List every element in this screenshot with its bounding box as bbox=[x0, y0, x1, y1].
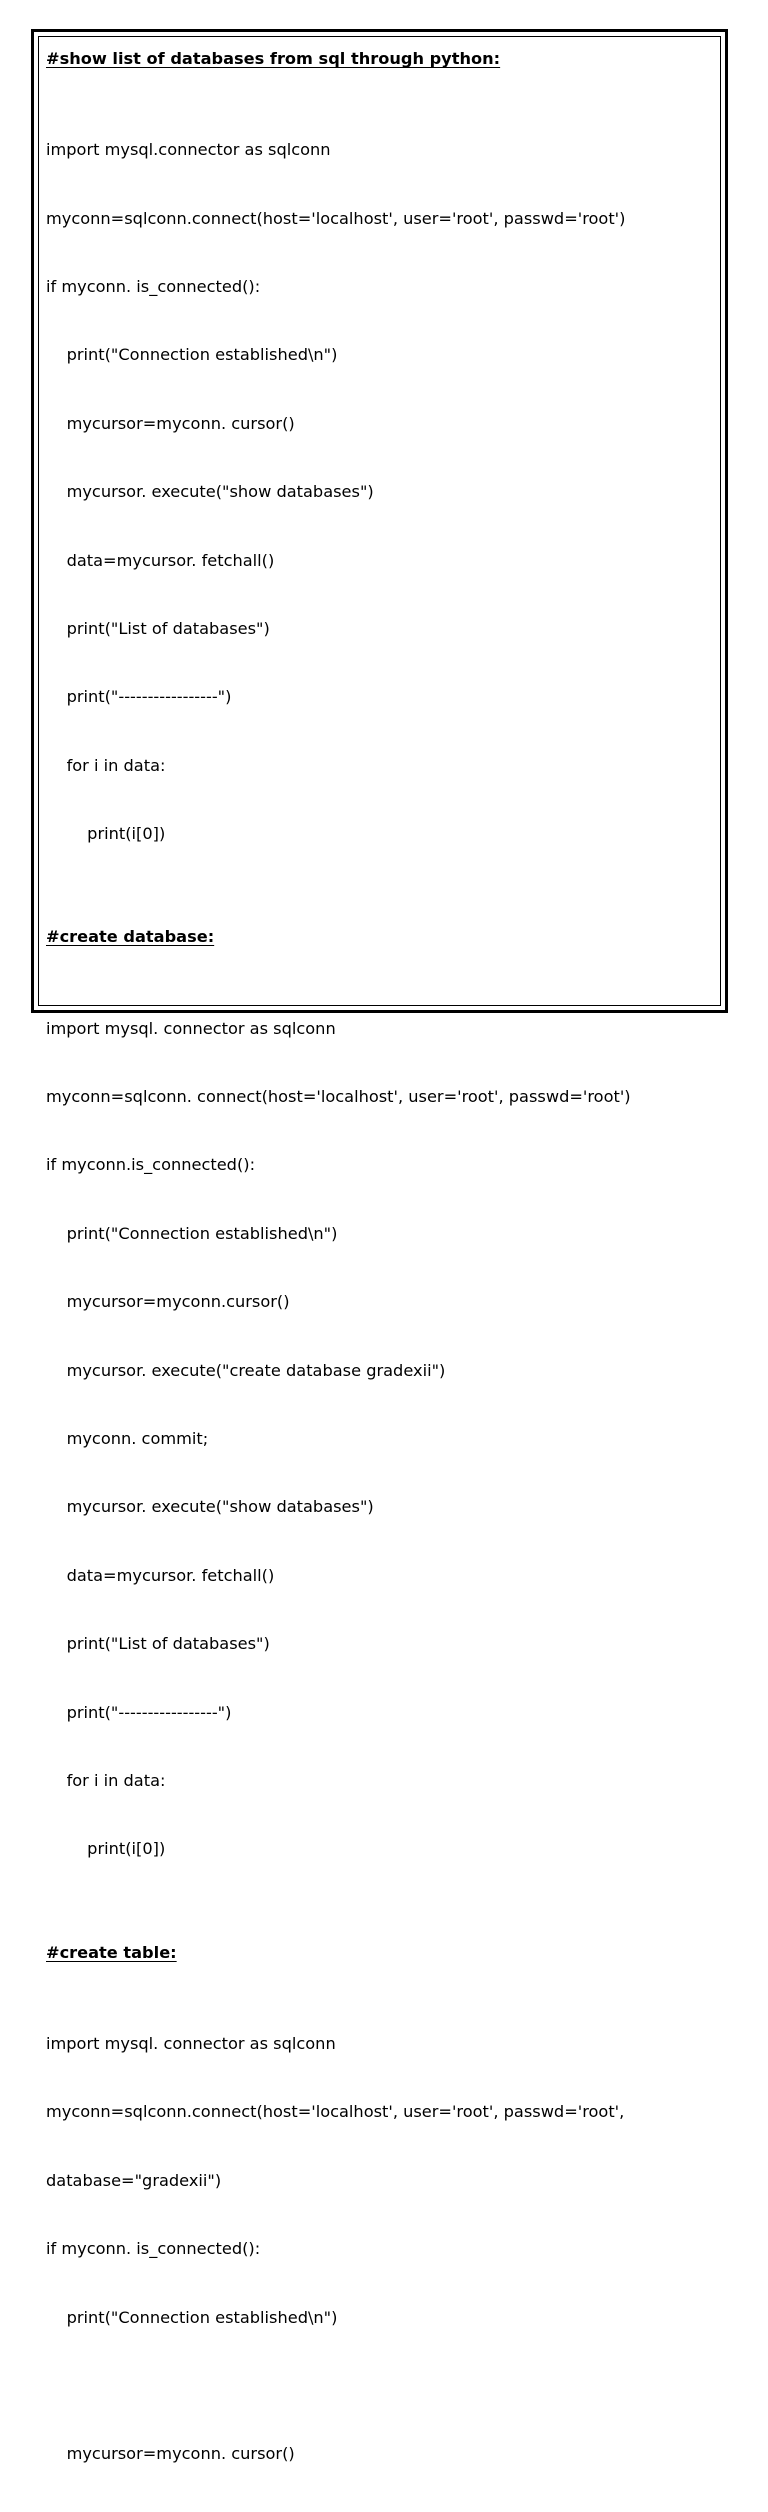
code-line: for i in data: bbox=[46, 1770, 166, 1790]
code-line: if myconn. is_connected(): bbox=[46, 276, 261, 296]
document-content bbox=[46, 48, 716, 2512]
section-heading: #show list of databases from sql through python: bbox=[46, 49, 501, 68]
code-block bbox=[46, 1987, 716, 2511]
code-line bbox=[46, 2375, 716, 2398]
code-line: myconn. commit; bbox=[46, 1429, 209, 1449]
code-line: mycursor. execute("show databases") bbox=[46, 482, 374, 502]
code-line: mycursor. execute("show databases") bbox=[46, 1497, 374, 1517]
code-line: import mysql. connector as sqlconn bbox=[46, 1018, 336, 1038]
section-show-databases bbox=[46, 48, 716, 891]
code-line: myconn=sqlconn.connect(host='localhost', user='root', passwd='root', bbox=[46, 2102, 625, 2122]
code-line: mycursor. execute("create database gradexii") bbox=[46, 1360, 446, 1380]
code-line: if myconn. is_connected(): bbox=[46, 2239, 261, 2259]
code-line: print("Connection established\n") bbox=[46, 345, 338, 365]
code-line: print("List of databases") bbox=[46, 618, 270, 638]
code-line: mycursor=myconn. cursor() bbox=[46, 413, 295, 433]
section-heading: #create database: bbox=[46, 927, 215, 947]
code-line: print("-----------------") bbox=[46, 687, 232, 707]
code-line: data=mycursor. fetchall() bbox=[46, 550, 275, 570]
code-line: print("Connection established\n") bbox=[46, 1223, 338, 1243]
section-heading: #create table: bbox=[46, 1942, 177, 1962]
code-line: import mysql.connector as sqlconn bbox=[46, 140, 331, 160]
code-line: mycursor=myconn. cursor() bbox=[46, 2444, 295, 2464]
code-line: database="gradexii") bbox=[46, 2170, 222, 2190]
code-line: print(i[0]) bbox=[46, 1839, 166, 1859]
code-line: print("List of databases") bbox=[46, 1634, 270, 1654]
section-create-database bbox=[46, 926, 716, 1906]
code-line: if myconn.is_connected(): bbox=[46, 1155, 256, 1175]
code-block bbox=[46, 972, 716, 1907]
code-line: print("-----------------") bbox=[46, 1702, 232, 1722]
code-block bbox=[46, 94, 716, 892]
code-line: for i in data: bbox=[46, 755, 166, 775]
code-line: print("Connection established\n") bbox=[46, 2307, 338, 2327]
code-line: print(i[0]) bbox=[46, 824, 166, 844]
code-line: import mysql. connector as sqlconn bbox=[46, 2033, 336, 2053]
code-line: data=mycursor. fetchall() bbox=[46, 1565, 275, 1585]
code-line: myconn=sqlconn. connect(host='localhost', user='root', passwd='root') bbox=[46, 1087, 631, 1107]
section-create-table bbox=[46, 1942, 716, 2512]
code-line: myconn=sqlconn.connect(host='localhost', user='root', passwd='root') bbox=[46, 208, 626, 228]
code-line: mycursor=myconn.cursor() bbox=[46, 1292, 290, 1312]
